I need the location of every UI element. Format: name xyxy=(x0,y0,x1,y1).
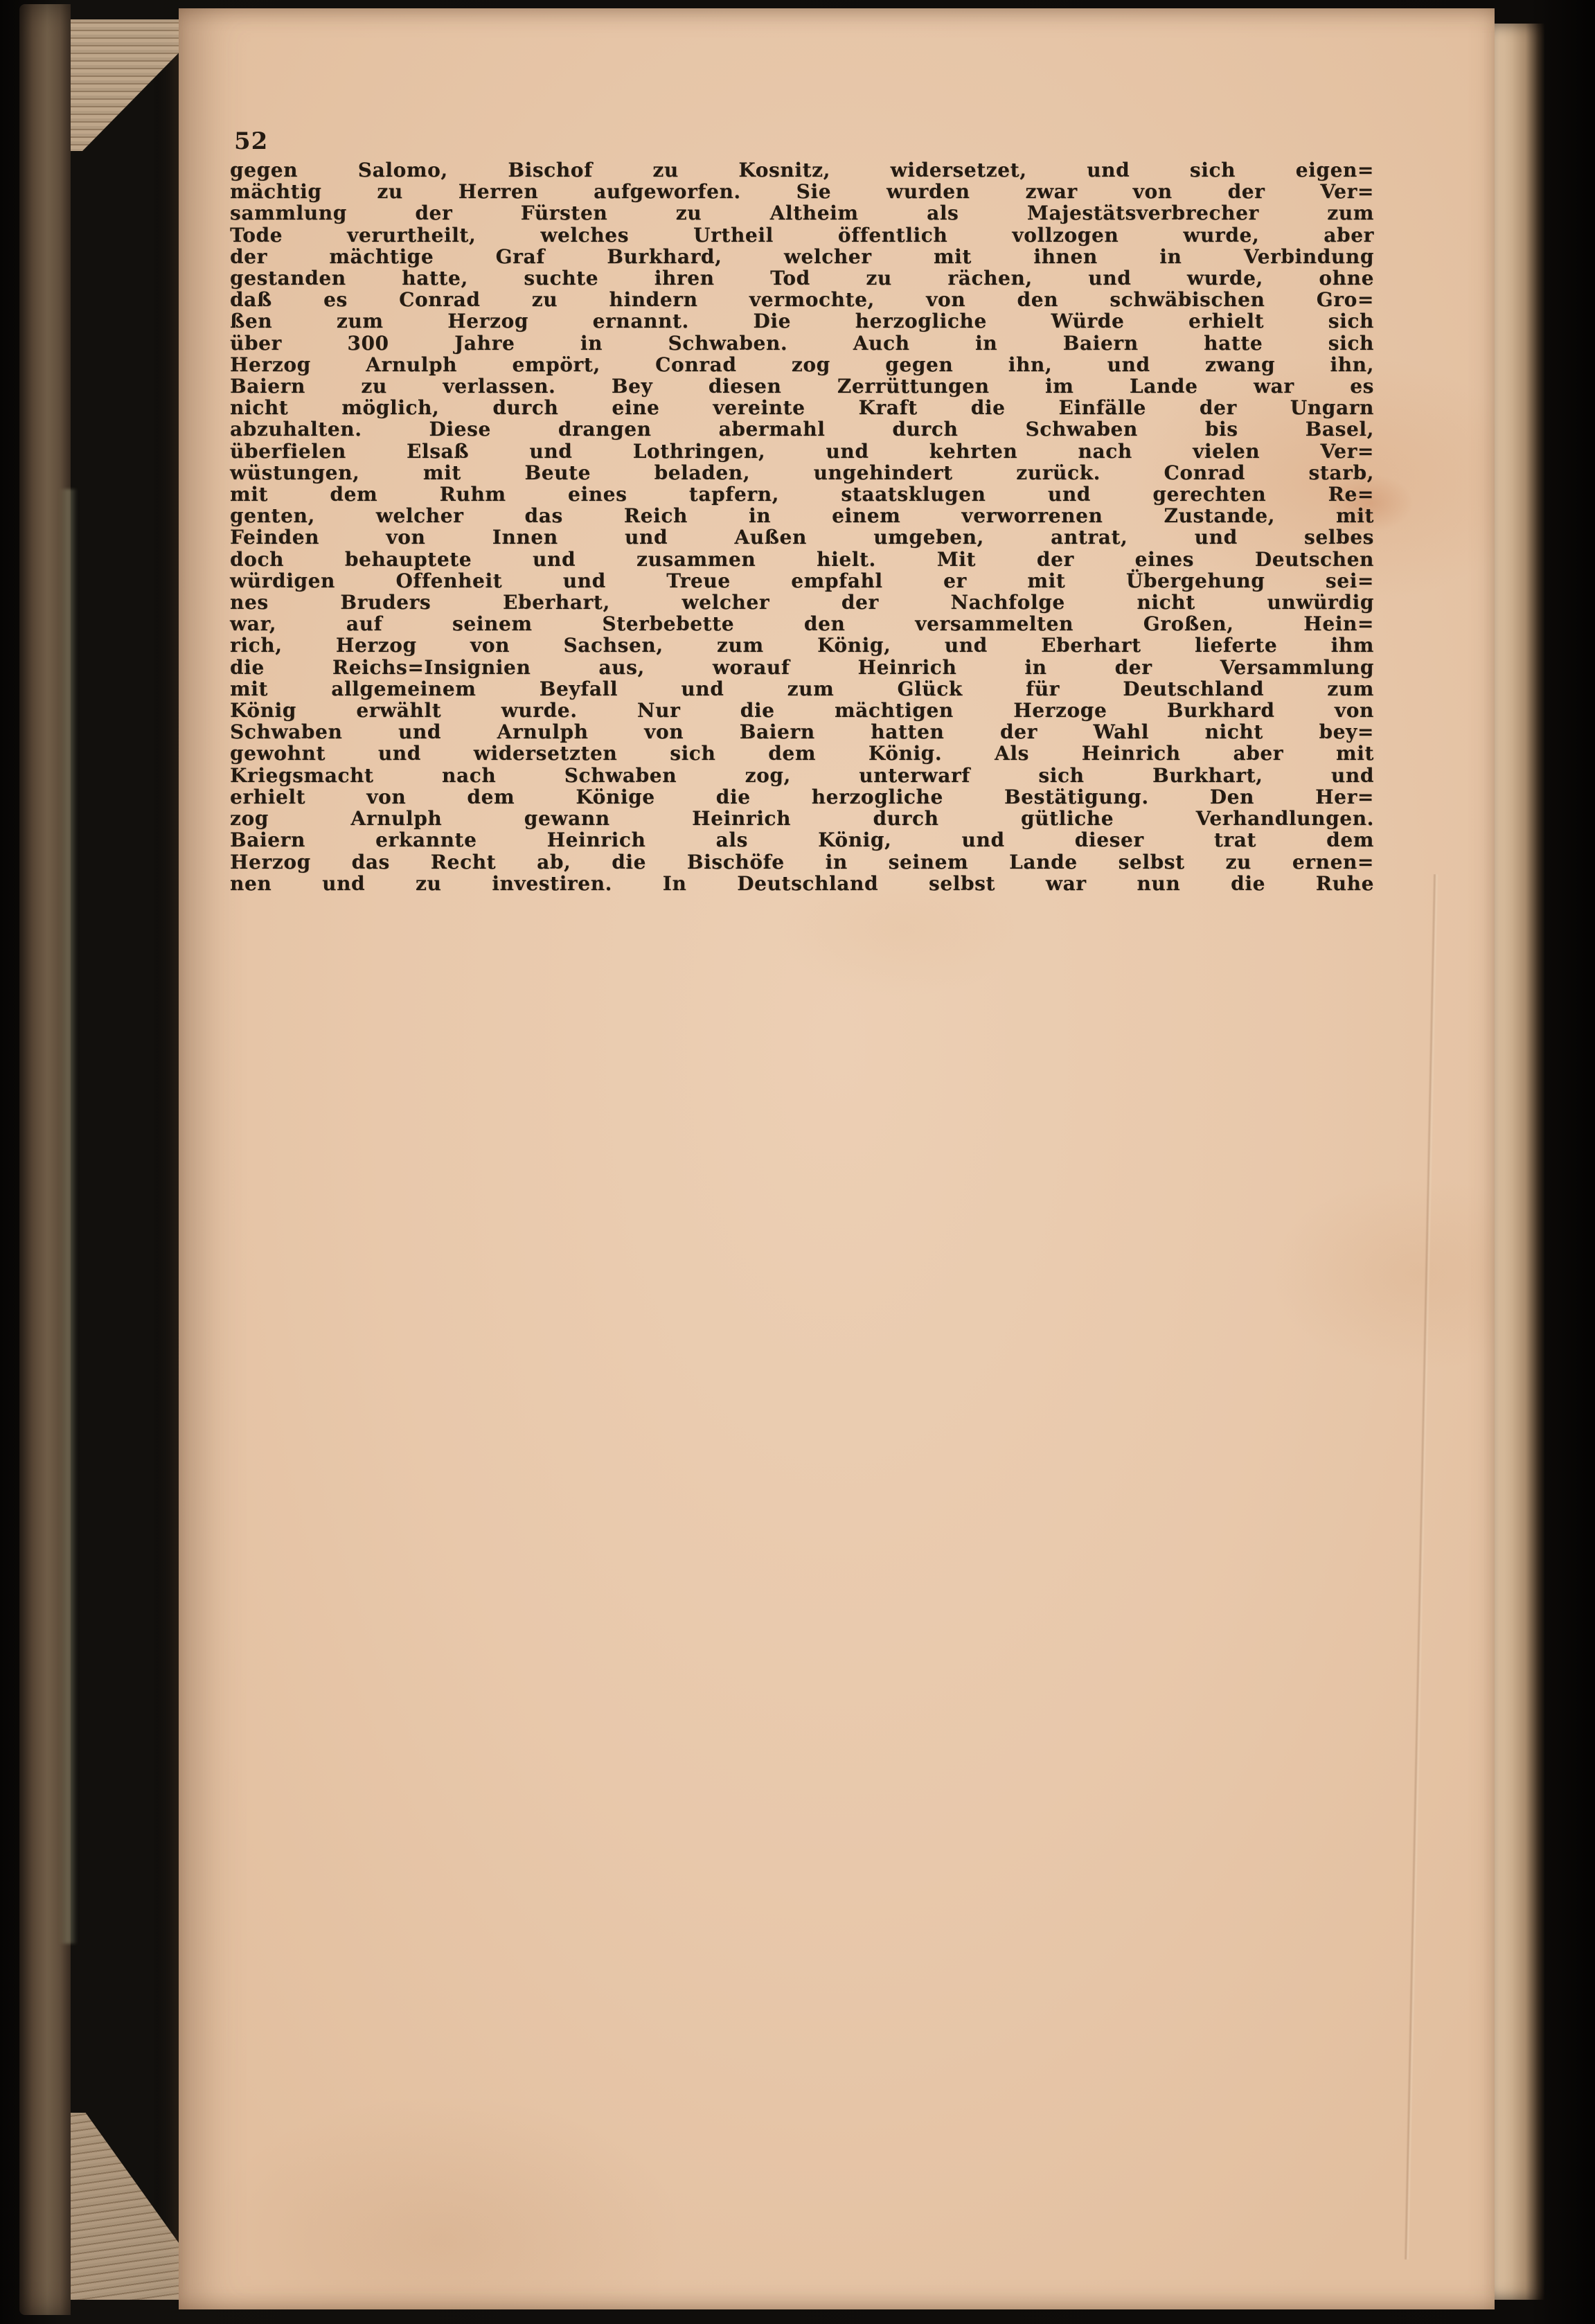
book-page xyxy=(179,8,1495,2309)
text-line: zog Arnulph gewann Heinrich durch gütliche Verhandlungen. xyxy=(230,807,1374,831)
page-number: 52 xyxy=(234,127,269,155)
text-line: abzuhalten. Diese drangen abermahl durch Schwaben bis Basel, xyxy=(230,418,1374,441)
paper-crease xyxy=(1404,874,1438,2260)
text-line: überfielen Elsaß und Lothringen, und kehrten nach vielen Ver= xyxy=(230,439,1374,463)
text-line: Kriegsmacht nach Schwaben zog, unterwarf sich Burkhart, und xyxy=(230,763,1374,787)
text-line: rich, Herzog von Sachsen, zum König, und Eberhart lieferte ihm xyxy=(230,634,1374,657)
text-block xyxy=(230,159,1374,894)
text-line: Schwaben und Arnulph von Baiern hatten der Wahl nicht bey= xyxy=(230,720,1374,744)
text-line: Herzog Arnulph empört, Conrad zog gegen ihn, und zwang ihn, xyxy=(230,353,1374,376)
text-line: war, auf seinem Sterbebette den versammelten Großen, Hein= xyxy=(230,612,1374,636)
text-line: nicht möglich, durch eine vereinte Kraft die Einfälle der Ungarn xyxy=(230,396,1374,420)
text-line: nen und zu investiren. In Deutschland selbst war nun die Ruhe xyxy=(230,871,1374,895)
text-line: über 300 Jahre in Schwaben. Auch in Baiern hatte sich xyxy=(230,331,1374,355)
text-line: genten, welcher das Reich in einem verworrenen Zustande, mit xyxy=(230,504,1374,528)
text-line: gewohnt und widersetzten sich dem König. Als Heinrich aber mit xyxy=(230,742,1374,765)
text-line: gestanden hatte, suchte ihren Tod zu rächen, und wurde, ohne xyxy=(230,267,1374,290)
text-line: Baiern erkannte Heinrich als König, und dieser trat dem xyxy=(230,828,1374,852)
text-line: sammlung der Fürsten zu Altheim als Majestätsverbrecher zum xyxy=(230,202,1374,225)
text-line: wüstungen, mit Beute beladen, ungehindert zurück. Conrad starb, xyxy=(230,461,1374,484)
text-line: mit dem Ruhm eines tapfern, staatsklugen und gerechten Re= xyxy=(230,483,1374,506)
text-line: gegen Salomo, Bischof zu Kosnitz, widersetzet, und sich eigen= xyxy=(230,159,1374,181)
text-line: doch behauptete und zusammen hielt. Mit der eines Deutschen xyxy=(230,547,1374,571)
fore-edge-right xyxy=(1495,24,1544,2300)
text-line: Tode verurtheilt, welches Urtheil öffentlich vollzogen wurde, aber xyxy=(230,223,1374,247)
text-line: die Reichs=Insignien aus, worauf Heinrich in der Versammlung xyxy=(230,655,1374,679)
text-line: Baiern zu verlassen. Bey diesen Zerrüttungen im Lande war es xyxy=(230,375,1374,398)
text-line: nes Bruders Eberhart, welcher der Nachfolge nicht unwürdig xyxy=(230,591,1374,614)
book-cover xyxy=(19,4,71,2315)
text-line: Herzog das Recht ab, die Bischöfe in seinem Lande selbst zu ernen= xyxy=(230,850,1374,873)
text-line: ßen zum Herzog ernannt. Die herzogliche Würde erhielt sich xyxy=(230,310,1374,333)
text-line: König erwählt wurde. Nur die mächtigen Herzoge Burkhard von xyxy=(230,699,1374,722)
page-edges-stack xyxy=(71,19,180,2300)
text-line: würdigen Offenheit und Treue empfahl er mit Übergehung sei= xyxy=(230,569,1374,592)
text-line: mit allgemeinem Beyfall und zum Glück für Deutschland zum xyxy=(230,677,1374,700)
text-line: erhielt von dem Könige die herzogliche Bestätigung. Den Her= xyxy=(230,785,1374,808)
text-line: mächtig zu Herren aufgeworfen. Sie wurden zwar von der Ver= xyxy=(230,180,1374,204)
text-line: daß es Conrad zu hindern vermochte, von den schwäbischen Gro= xyxy=(230,288,1374,312)
text-line: Feinden von Innen und Außen umgeben, antrat, und selbes xyxy=(230,526,1374,549)
text-line: der mächtige Graf Burkhard, welcher mit ihnen in Verbindung xyxy=(230,245,1374,268)
